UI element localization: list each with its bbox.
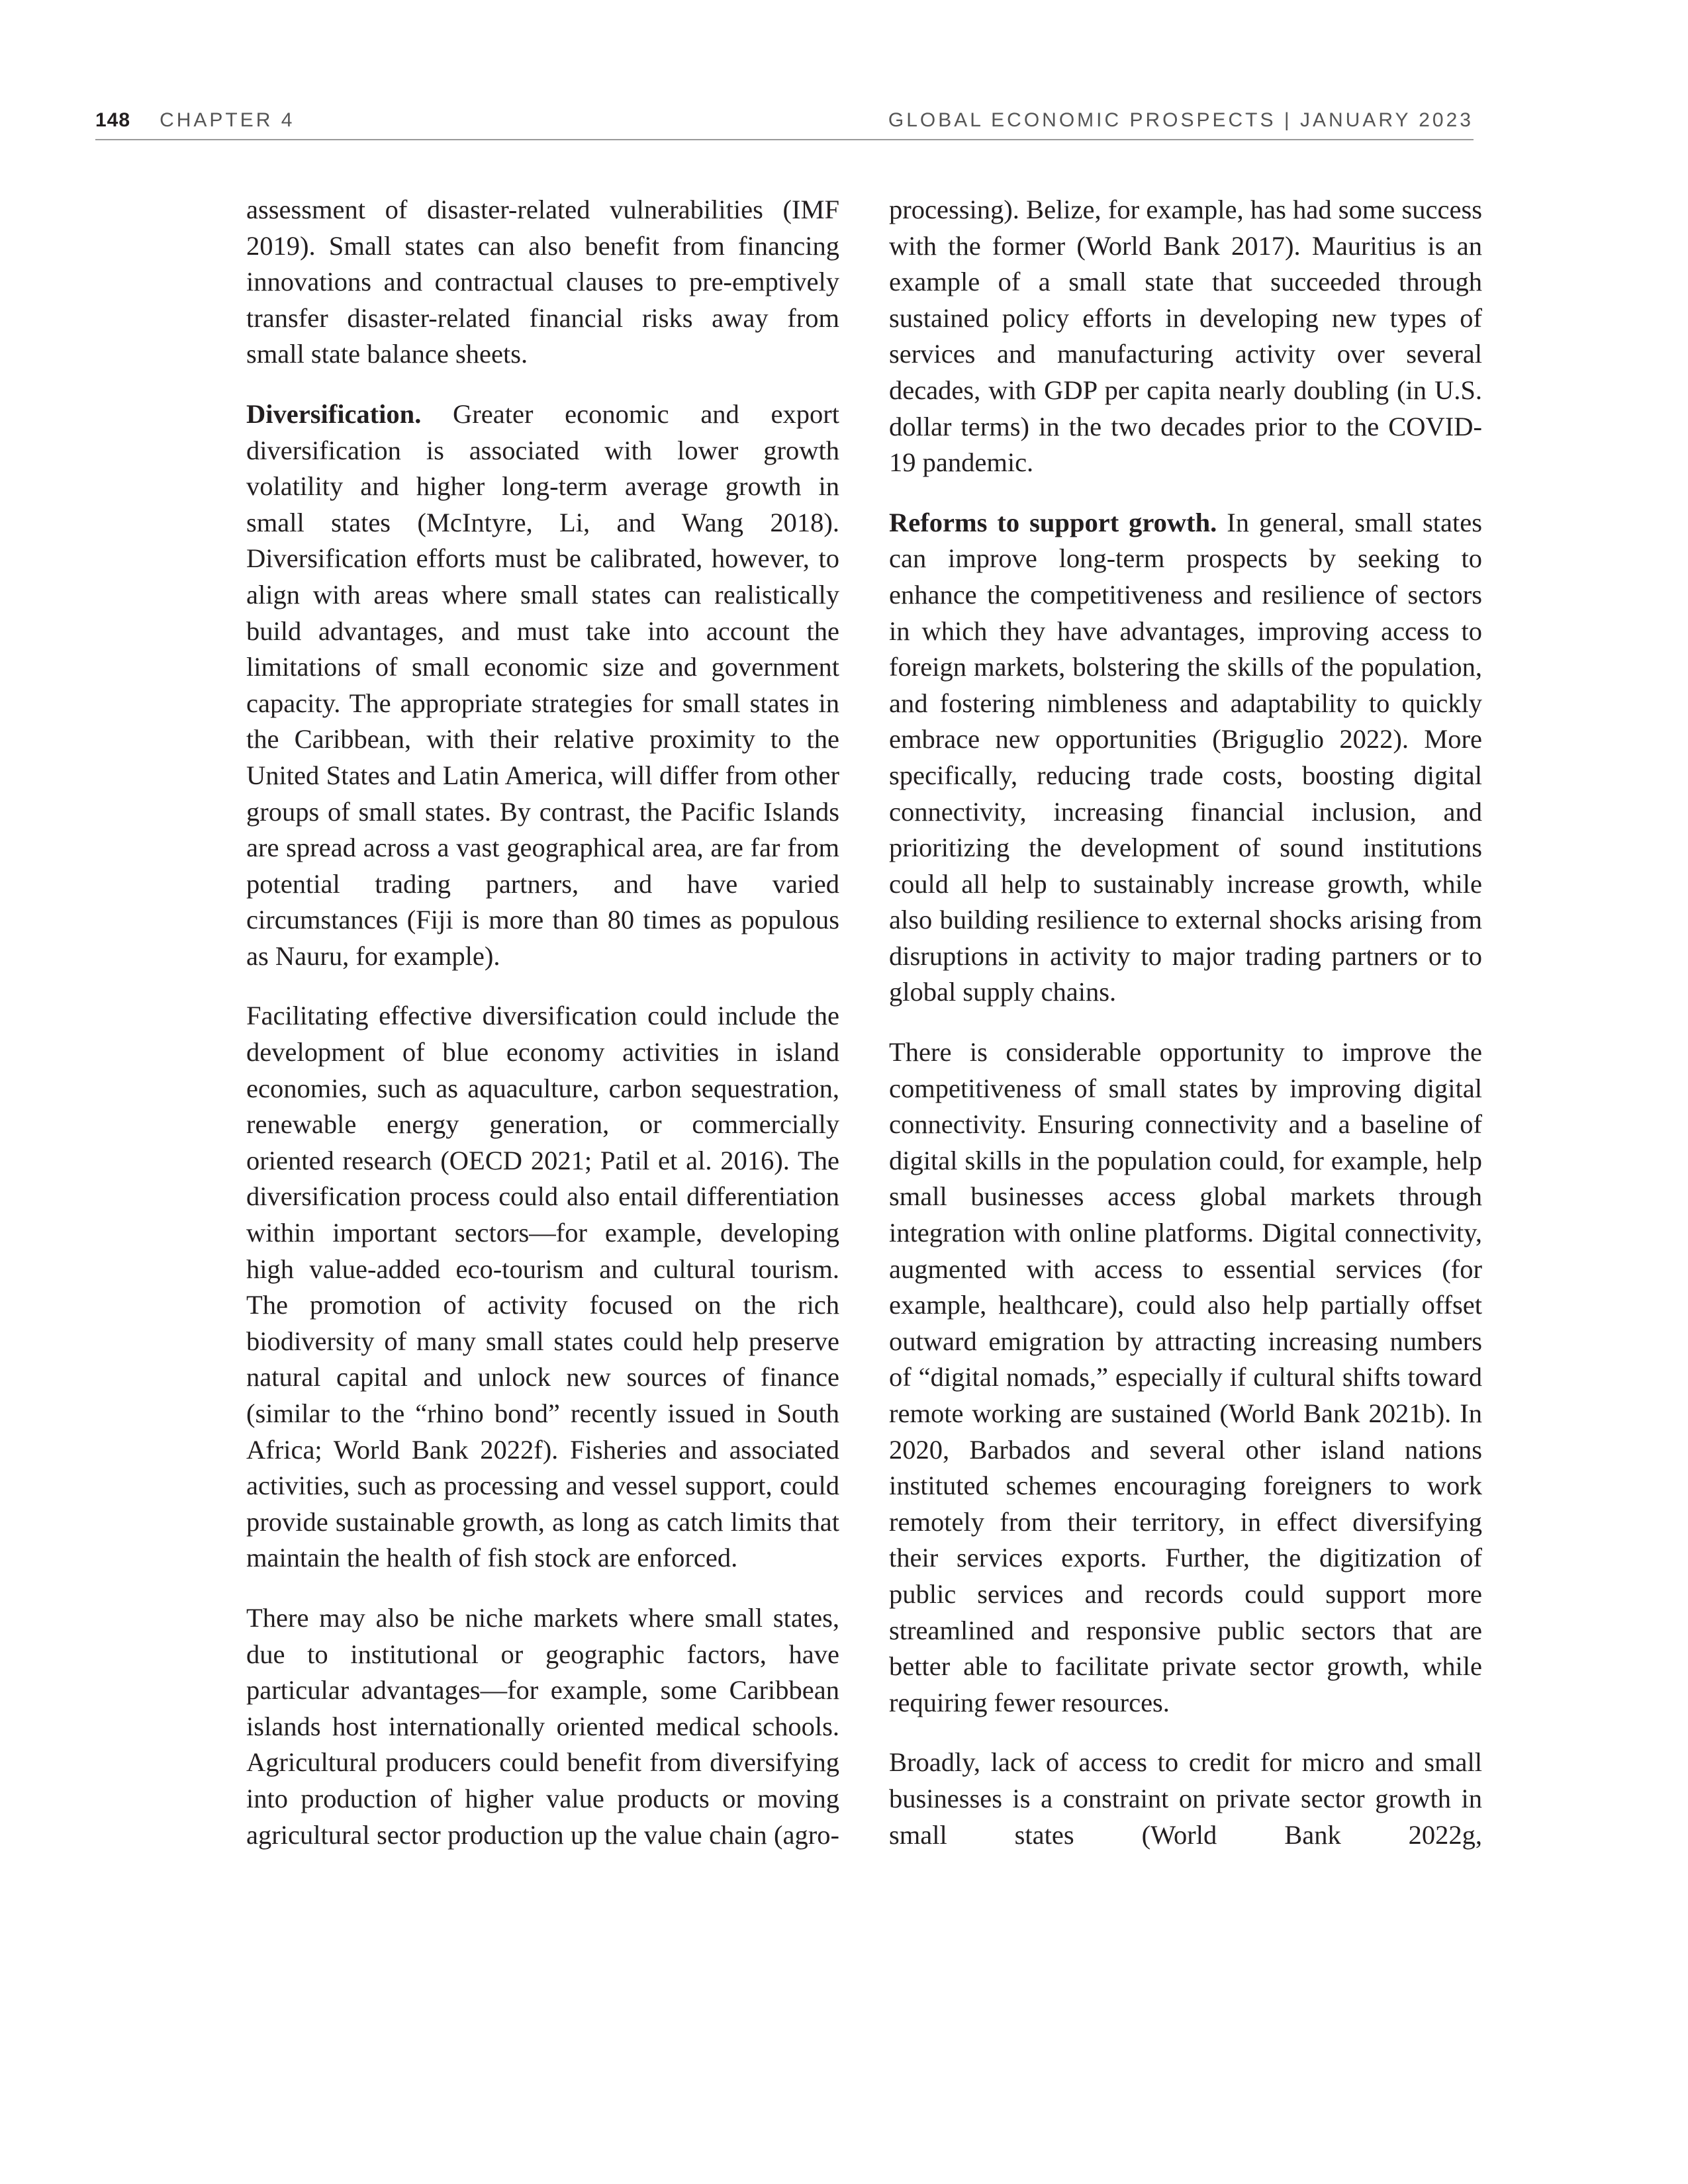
left-column [246, 192, 839, 1877]
paragraph: Broadly, lack of access to credit for micro and small businesses is a constraint on private sector growth in small states (World Bank 2022g, [889, 1747, 1482, 1850]
section-lead: Reforms to support growth. [889, 507, 1217, 537]
chapter-label: CHAPTER 4 [160, 109, 295, 131]
page-number: 148 [95, 109, 131, 131]
paragraph-body: In general, small states can improve long-term prospects by seeking to enhance the competitiveness and resilience of sectors in which they have advantages, improving access to foreign markets, bolstering the skills of the population, and fostering nimbleness and adaptability to quickly embrace new opportunities (Briguglio 2022). More specifically, reducing trade costs, boosting digital connectivity, increasing financial inclusion, and prioritizing the development of sound institutions could all help to sustainably increase growth, while also building resilience to external shocks arising from disruptions in activity to major trading partners or to global supply chains. [889, 507, 1482, 1007]
header-rule [95, 139, 1474, 140]
paragraph-body: Greater economic and export diversification is associated with lower growth volatility and higher long-term average growth in small states (McIntyre, Li, and Wang 2018). Diversification efforts must be calibrated, however, to align with areas where small states can realistically build advantages, and must take into account the limitations of small economic size and government capacity. The appropriate strategies for small states in the Caribbean, with their relative proximity to the United States and Latin America, will differ from other groups of small states. By contrast, the Pacific Islands are spread across a vast geographical area, are far from potential trading partners, and have varied circumstances (Fiji is more than 80 times as populous as Nauru, for example). [246, 398, 839, 971]
paragraph: There is considerable opportunity to improve the competitiveness of small states by improving digital connectivity. Ensuring connectivity and a baseline of digital skills in the population could, for example, help small businesses access global markets through integration with online platforms. Digital connectivity, augmented with access to essential services (for example, healthcare), could also help partially offset outward emigration by attracting increasing numbers of “digital nomads,” especially if cultural shifts toward remote working are sustained (World Bank 2021b). In 2020, Barbados and several other island nations instituted schemes encouraging foreigners to work remotely from their territory, in effect diversifying their services exports. Further, the digitization of public services and records could support more streamlined and responsive public sectors that are better able to facilitate private sector growth, while requiring fewer resources. [889, 1037, 1482, 1717]
paragraph [246, 396, 839, 975]
paragraph: There may also be niche markets where small states, due to institutional or geographic factors, have particular advantages—for example, some Caribbean islands host internationally oriented medical schools. Agricultural producers could benefit from diversifying into production of higher value products or moving agricultural sector production up the value chain (agro- [246, 1602, 839, 1850]
running-header [95, 105, 1474, 136]
section-lead: Diversification. [246, 398, 422, 429]
paragraph: assessment of disaster-related vulnerabilities (IMF 2019). Small states can also benefit from financing innovations and contractual clauses to pre-emptively transfer disaster-related financial risks away from small state balance sheets. [246, 195, 839, 369]
paragraph [889, 505, 1482, 1011]
publication-title: GLOBAL ECONOMIC PROSPECTS | JANUARY 2023 [888, 109, 1474, 131]
right-column [889, 192, 1482, 1877]
paragraph: processing). Belize, for example, has had some success with the former (World Bank 2017). Mauritius is an example of a small state that succeeded through sustained policy efforts in developing new types of services and manufacturing activity over several decades, with GDP per capita nearly doubling (in U.S. dollar terms) in the two decades prior to the COVID-19 pandemic. [889, 195, 1482, 478]
paragraph: Facilitating effective diversification could include the development of blue economy activities in island economies, such as aquaculture, carbon sequestration, renewable energy generation, or commercially oriented research (OECD 2021; Patil et al. 2016). The diversification process could also entail differentiation within important sectors—for example, developing high value-added eco-tourism and cultural tourism. The promotion of activity focused on the rich biodiversity of many small states could help preserve natural capital and unlock new sources of finance (similar to the “rhino bond” recently issued in South Africa; World Bank 2022f). Fisheries and associated activities, such as processing and vessel support, could provide sustainable growth, as long as catch limits that maintain the health of fish stock are enforced. [246, 1001, 839, 1573]
